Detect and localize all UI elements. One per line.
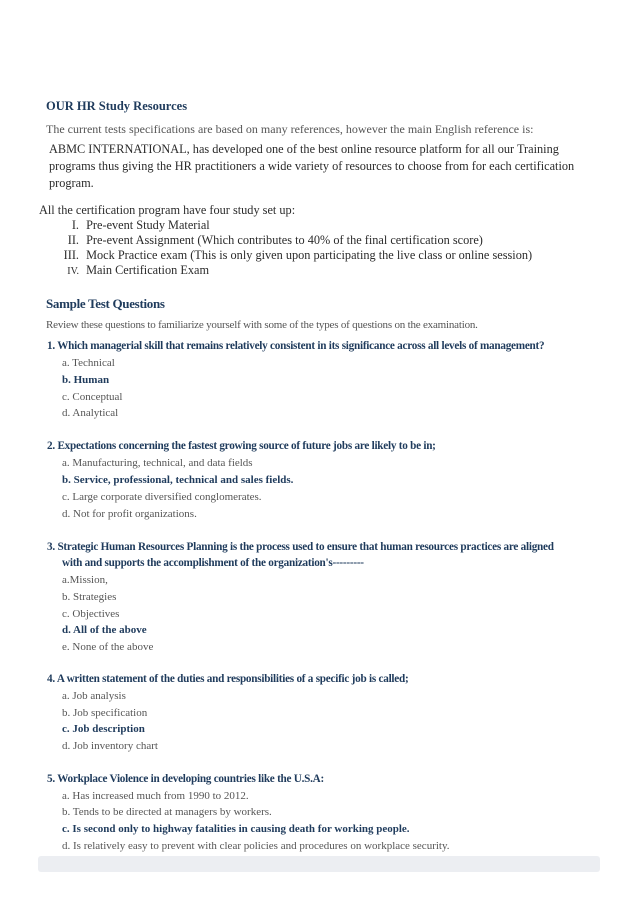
question-5-option: a. Has increased much from 1990 to 2012. bbox=[62, 790, 249, 802]
setup-item bbox=[54, 248, 532, 263]
setup-item-num: II. bbox=[67, 233, 79, 247]
setup-list bbox=[54, 218, 532, 279]
question-2-option-correct: b. Service, professional, technical and sales fields. bbox=[62, 474, 294, 486]
resources-heading: OUR HR Study Resources bbox=[46, 99, 188, 113]
setup-intro: All the certification program have four study set up: bbox=[39, 203, 296, 217]
question-3-option: c. Objectives bbox=[62, 608, 120, 620]
sample-heading: Sample Test Questions bbox=[46, 296, 165, 311]
setup-item-num: III. bbox=[63, 248, 79, 262]
question-3-option: e. None of the above bbox=[62, 641, 154, 653]
question-3-title: 3. Strategic Human Resources Planning is the process used to ensure that human resources practices are aligned bbox=[47, 541, 554, 553]
question-2-title: 2. Expectations concerning the fastest growing source of future jobs are likely to be in; bbox=[47, 440, 436, 452]
setup-item bbox=[54, 233, 532, 248]
abmc-line: ABMC INTERNATIONAL, has developed one of the best online resource platform for all our Training bbox=[49, 142, 559, 156]
question-5-title: 5. Workplace Violence in developing countries like the U.S.A: bbox=[47, 773, 324, 785]
setup-item-num: I. bbox=[71, 218, 79, 232]
sample-intro: Review these questions to familiarize yourself with some of the types of questions on the examination. bbox=[46, 319, 478, 331]
question-2-option: a. Manufacturing, technical, and data fields bbox=[62, 457, 253, 469]
abmc-paragraph bbox=[49, 141, 574, 192]
page-footer-bar bbox=[38, 856, 600, 872]
question-2-option: d. Not for profit organizations. bbox=[62, 508, 197, 520]
question-3-title-cont: with and supports the accomplishment of the organization's--------- bbox=[62, 557, 364, 569]
question-3-option: a.Mission, bbox=[62, 574, 108, 586]
setup-item bbox=[54, 218, 532, 233]
abmc-line: programs thus giving the HR practitioners a wide variety of resources to choose from for each certification bbox=[49, 159, 575, 173]
question-2-option: c. Large corporate diversified conglomerates. bbox=[62, 491, 262, 503]
question-4-title: 4. A written statement of the duties and responsibilities of a specific job is called; bbox=[47, 673, 409, 685]
setup-item-text: Pre-event Assignment (Which contributes to 40% of the final certification score) bbox=[86, 233, 483, 247]
question-3-option: b. Strategies bbox=[62, 591, 117, 603]
question-4-option: d. Job inventory chart bbox=[62, 740, 158, 752]
setup-item-num: IV. bbox=[67, 266, 79, 277]
setup-item-text: Mock Practice exam (This is only given upon participating the live class or online session) bbox=[86, 248, 533, 262]
question-1-option-correct: b. Human bbox=[62, 374, 110, 386]
abmc-line: program. bbox=[49, 176, 94, 190]
setup-item-text: Pre-event Study Material bbox=[86, 218, 210, 232]
question-5-option: b. Tends to be directed at managers by workers. bbox=[62, 806, 272, 818]
question-1-option: a. Technical bbox=[62, 357, 115, 369]
question-4-option: a. Job analysis bbox=[62, 690, 126, 702]
question-5-option: d. Is relatively easy to prevent with clear policies and procedures on workplace security. bbox=[62, 840, 450, 852]
resources-intro: The current tests specifications are based on many references, however the main English reference is: bbox=[46, 122, 534, 136]
question-3-option-correct: d. All of the above bbox=[62, 624, 147, 636]
question-4-option: b. Job specification bbox=[62, 707, 148, 719]
question-1-option: d. Analytical bbox=[62, 407, 119, 419]
question-5-option-correct: c. Is second only to highway fatalities in causing death for working people. bbox=[62, 823, 410, 835]
setup-item-text: Main Certification Exam bbox=[86, 263, 210, 277]
question-4-option-correct: c. Job description bbox=[62, 723, 145, 735]
question-1-option: c. Conceptual bbox=[62, 391, 123, 403]
setup-item bbox=[54, 263, 532, 279]
question-1-title: 1. Which managerial skill that remains relatively consistent in its significance across all levels of management? bbox=[47, 340, 545, 352]
